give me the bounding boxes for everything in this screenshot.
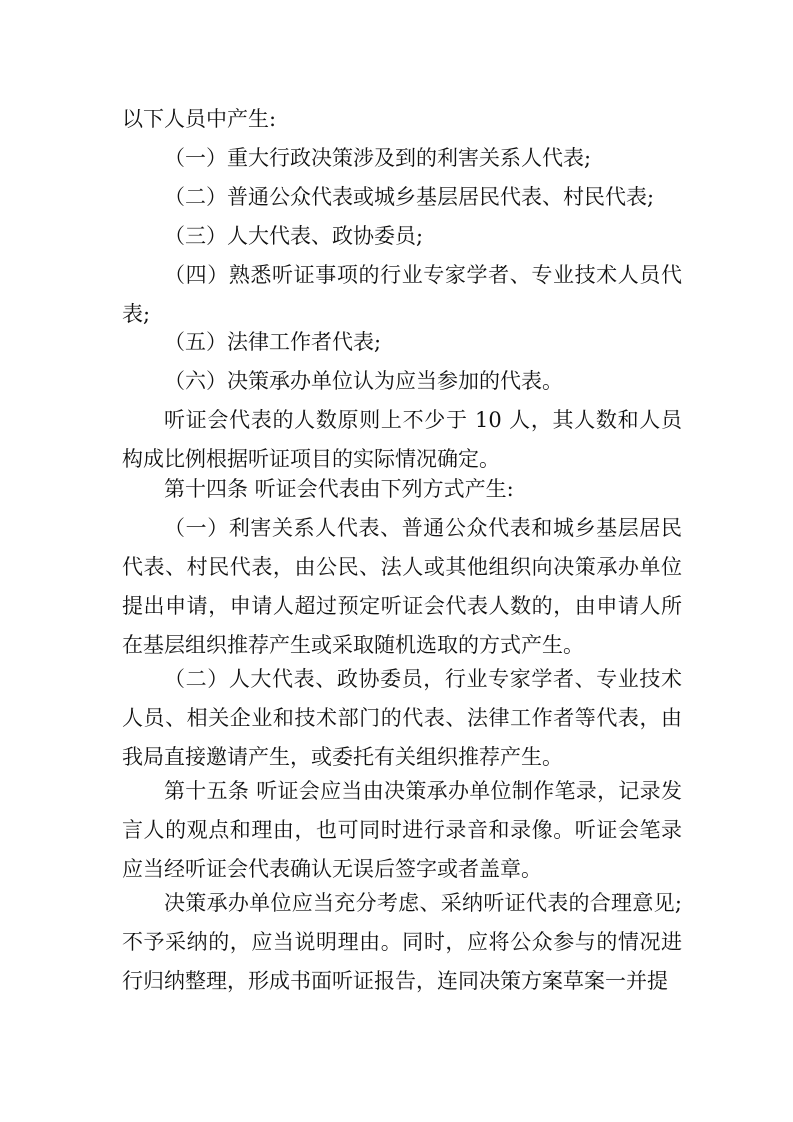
paragraph-article-15: 第十五条 听证会应当由决策承办单位制作笔录，记录发言人的观点和理由，也可同时进行录音和录像。听证会笔录应当经听证会代表确认无误后签字或者盖章。 [122, 779, 682, 881]
paragraph-article-14: 第十四条 听证会代表由下列方式产生: [164, 477, 514, 501]
paragraph-item-1: （一）重大行政决策涉及到的利害关系人代表; [164, 146, 592, 170]
paragraph-item-5: （五）法律工作者代表; [164, 330, 382, 354]
paragraph-item-3: （三）人大代表、政协委员; [164, 224, 424, 248]
paragraph-item-4: （四）熟悉听证事项的行业专家学者、专业技术人员代表; [122, 263, 682, 326]
paragraph-item-6: （六）决策承办单位认为应当参加的代表。 [164, 369, 563, 393]
paragraph-intro: 以下人员中产生: [122, 107, 277, 131]
paragraph-item-2: （二）普通公众代表或城乡基层居民代表、村民代表; [164, 185, 655, 209]
paragraph-representative-count: 听证会代表的人数原则上不少于 10 人，其人数和人员构成比例根据听证项目的实际情况确定。 [122, 408, 682, 471]
paragraph-article-14-item-1: （一）利害关系人代表、普通公众代表和城乡基层居民代表、村民代表，由公民、法人或其他组织向决策承办单位提出申请，申请人超过预定听证会代表人数的，由申请人所在基层组织推荐产生或采取随机选取的方式产生。 [122, 516, 682, 657]
paragraph-adoption: 决策承办单位应当充分考虑、采纳听证代表的合理意见;不予采纳的，应当说明理由。同时，应将公众参与的情况进行归纳整理，形成书面听证报告，连同决策方案草案一并提 [122, 891, 682, 993]
paragraph-article-14-item-2: （二）人大代表、政协委员，行业专家学者、专业技术人员、相关企业和技术部门的代表、法律工作者等代表，由我局直接邀请产生，或委托有关组织推荐产生。 [122, 667, 682, 769]
